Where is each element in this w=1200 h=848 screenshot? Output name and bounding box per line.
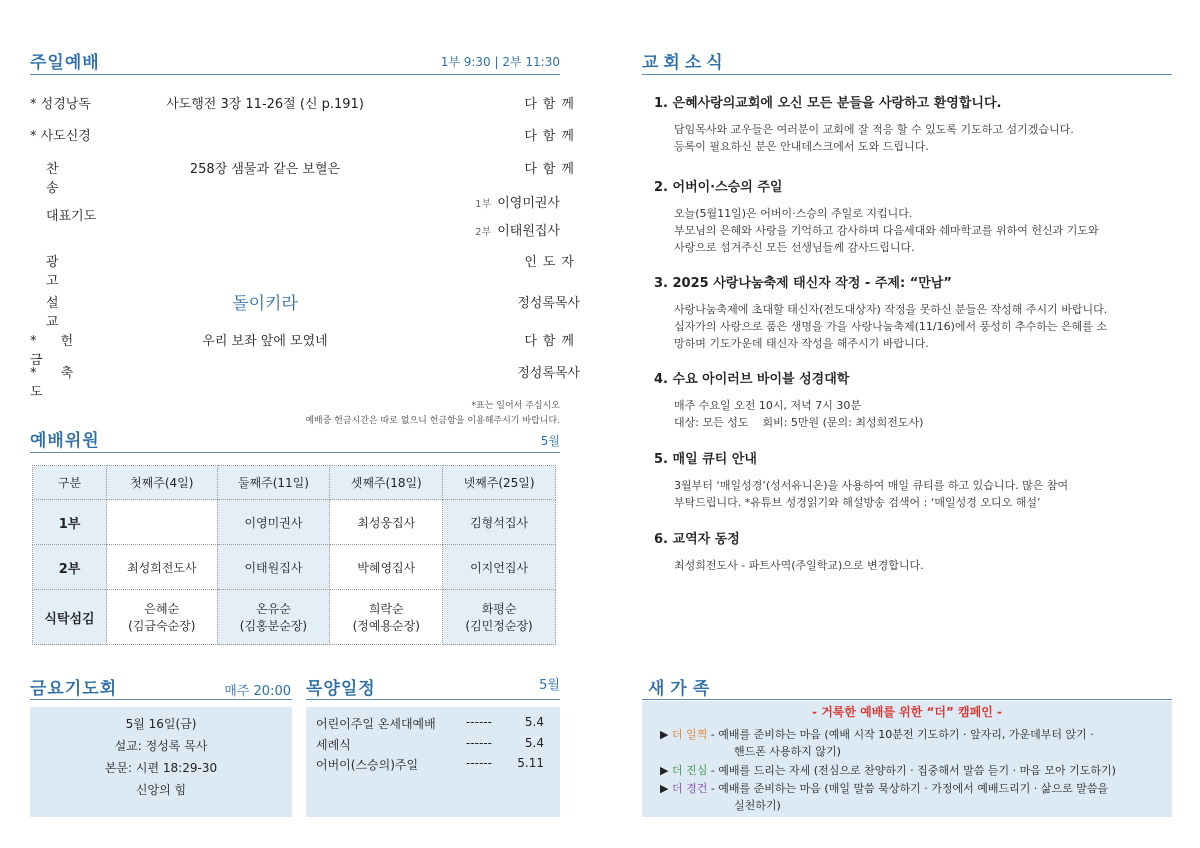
- table-header: 첫째주(4일): [107, 466, 218, 500]
- pastoral-rule: [306, 699, 560, 700]
- news-body: [654, 121, 1174, 155]
- schedule-date: 5.4: [524, 715, 544, 729]
- news-line: 부모님의 은혜와 사랑을 기억하고 감사하며 다음세대와 쉐마학교를 위하여 헌신과 기도와: [674, 224, 1099, 237]
- friday-sermon: 신앙의 힘: [135, 783, 187, 797]
- cell-line: 은혜순: [144, 602, 180, 616]
- row-label: 설 교: [46, 296, 81, 330]
- friday-time: 매주 20:00: [224, 684, 291, 699]
- news-heading: 1. 은혜사랑의교회에 오신 모든 분들을 사랑하고 환영합니다.: [654, 96, 1002, 111]
- row-label: 찬 송: [46, 162, 81, 196]
- first-service-prayer: 이영미권사: [497, 196, 560, 211]
- campaign-item-early: [660, 726, 1165, 760]
- friday-box: [30, 707, 292, 817]
- worship-row-sermon: [30, 289, 580, 330]
- table-row: [33, 545, 556, 590]
- news-line: 사랑으로 섬겨주신 모든 선생님들께 감사드립니다.: [674, 241, 915, 254]
- pastoral-box: [306, 707, 560, 817]
- news-body: [654, 557, 1174, 574]
- row-label: * 축 도: [30, 366, 84, 400]
- table-header: 넷째주(25일): [443, 466, 556, 500]
- news-body: [654, 477, 1174, 511]
- campaign-text: - 예배를 준비하는 마음 (예배 시작 10분전 기도하기 · 앞자리, 가운데부터 앉기 ·: [707, 728, 1094, 741]
- campaign-item-godly: [660, 780, 1165, 814]
- duty-month: 5월: [540, 434, 560, 448]
- duty-rule: [30, 452, 560, 453]
- row-person: 다함께: [524, 97, 580, 112]
- campaign-emphasis: “더” 캠페인: [926, 705, 993, 719]
- table-cell: [107, 590, 218, 645]
- duty-table: [32, 465, 556, 645]
- table-cell: [107, 500, 218, 545]
- news-line: 매주 수요일 오전 10시, 저녁 7시 30분: [674, 399, 861, 412]
- news-line: 등록이 필요하신 분은 안내데스크에서 도와 드립니다.: [674, 140, 929, 153]
- row-person: 다함께: [524, 334, 580, 349]
- worship-row-announce: [30, 251, 580, 289]
- campaign-key: 더 경건: [671, 782, 708, 795]
- table-cell: 이영미권사: [217, 500, 330, 545]
- stand-note: *표는 일어서 주십시오: [471, 401, 560, 411]
- campaign-text: - 예배를 준비하는 마음 (매일 말씀 묵상하기 · 가정에서 예배드리기 · 삶으로 말씀을: [707, 782, 1109, 795]
- news-rule: [642, 74, 1172, 75]
- prayer-second: [440, 220, 560, 239]
- second-service-prayer: 이태원집사: [497, 224, 560, 239]
- cell-line: 온유순: [256, 602, 291, 616]
- friday-title: 금요기도회: [30, 679, 118, 699]
- news-heading: 3. 2025 사랑나눔축제 태신자 작정 - 주제: “만남”: [654, 276, 952, 291]
- worship-title: 주일예배: [30, 53, 100, 73]
- news-heading: 2. 어버이·스승의 주일: [654, 180, 783, 195]
- schedule-date: 5.4: [524, 736, 544, 750]
- news-item-staff: [654, 528, 1174, 574]
- table-cell: [443, 590, 556, 645]
- row-head: 1부: [33, 500, 107, 545]
- row-head: 식탁섬김: [33, 590, 107, 645]
- row-content: 우리 보좌 앞에 모였네: [202, 334, 328, 349]
- row-person: 다함께: [524, 162, 580, 177]
- worship-row-benediction: [30, 362, 580, 400]
- offering-note: 예배중 헌금시간은 따로 없으니 헌금함을 이용해주시기 바랍니다.: [305, 416, 560, 426]
- table-cell: 최성희전도사: [107, 545, 218, 590]
- news-item-festival: [654, 272, 1174, 352]
- campaign-title: [642, 704, 1172, 721]
- schedule-item: 어린이주일 온세대예배: [316, 717, 436, 731]
- worship-row-hymn: [30, 158, 580, 196]
- schedule-date: 5.11: [517, 756, 544, 770]
- schedule-item: 어버이(스승의)주일: [316, 758, 419, 772]
- news-title: 교회소식: [642, 53, 728, 73]
- row-label: 광 고: [46, 255, 81, 289]
- row-person: 다함께: [524, 129, 580, 144]
- row-person: 정성록목사: [517, 296, 580, 311]
- news-item-bible-college: [654, 368, 1174, 431]
- triangle-bullet-icon: ▶: [660, 728, 669, 741]
- duty-title: 예배위원: [30, 431, 100, 451]
- pastoral-month: 5월: [539, 678, 560, 693]
- campaign-text-cont: 핸드폰 사용하지 않기): [734, 745, 841, 758]
- news-line: 담임목사와 교우들은 여러분이 교회에 잘 적응 할 수 있도록 기도하고 섬기겠습니다.: [674, 123, 1074, 136]
- row-label: 대표기도: [46, 209, 97, 224]
- worship-row-offering: [30, 330, 580, 368]
- schedule-item: 세례식: [316, 738, 351, 752]
- table-header: 둘째주(11일): [217, 466, 330, 500]
- news-line: 망하며 기도가운데 태신자 작성을 해주시기 바랍니다.: [674, 337, 929, 350]
- news-item-qt: [654, 448, 1174, 511]
- campaign-text-cont: 실천하기): [734, 799, 781, 812]
- friday-preacher: 설교: 정성록 목사: [114, 739, 208, 753]
- row-content: 258장 샘물과 같은 보혈은: [189, 162, 341, 177]
- friday-date: 5월 16일(금): [125, 717, 197, 731]
- news-heading: 6. 교역자 동정: [654, 532, 740, 547]
- cell-line: (정예용순장): [352, 619, 420, 633]
- news-body: [654, 205, 1174, 256]
- triangle-bullet-icon: ▶: [660, 782, 669, 795]
- prayer-first: [440, 192, 560, 211]
- worship-time: 1부 9:30 | 2부 11:30: [440, 55, 560, 69]
- schedule-dash: ------: [466, 756, 492, 770]
- news-line: 오늘(5월11일)은 어버이·스승의 주일로 지킵니다.: [674, 207, 913, 220]
- sermon-title: 돌이키라: [232, 294, 298, 314]
- row-label: * 사도신경: [30, 129, 91, 144]
- news-line: 3월부터 ‘매일성경’(성서유니온)을 사용하여 매일 큐티를 하고 있습니다. 많은 참여: [674, 479, 1069, 492]
- family-title: 새가족: [648, 679, 716, 699]
- table-header-row: [33, 466, 556, 500]
- row-content: 사도행전 3장 11-26절 (신 p.191): [166, 97, 364, 112]
- news-line: 최성희전도사 - 파트사역(주일학교)으로 변경합니다.: [674, 559, 924, 572]
- friday-text: 본문: 시편 18:29-30: [104, 761, 218, 775]
- friday-rule: [30, 699, 292, 700]
- news-line: 사랑나눔축제에 초대할 태신자(전도대상자) 작정을 못하신 분들은 작성해 주시기 바랍니다.: [674, 303, 1108, 316]
- campaign-key: 더 진심: [671, 764, 708, 777]
- triangle-bullet-icon: ▶: [660, 764, 669, 777]
- table-cell: [330, 590, 443, 645]
- news-body: [654, 301, 1174, 352]
- table-row: [33, 500, 556, 545]
- campaign-suffix: -: [992, 705, 1002, 719]
- news-heading: 4. 수요 아이러브 바이블 성경대학: [654, 372, 850, 387]
- schedule-dash: ------: [466, 715, 492, 729]
- row-label: * 성경낭독: [30, 97, 91, 112]
- news-line: 부탁드립니다. *유튜브 성경읽기와 해설방송 검색어 : ‘매일성경 오디오 해설’: [674, 496, 1041, 509]
- news-line: 십자가의 사랑으로 품은 생명을 가을 사랑나눔축제(11/16)에서 풍성히 추수하는 은혜를 소: [674, 320, 1108, 333]
- table-cell: 김형석집사: [443, 500, 556, 545]
- news-item-welcome: [654, 92, 1174, 155]
- row-label: * 헌 금: [30, 334, 84, 368]
- worship-row-creed: [30, 125, 580, 147]
- campaign-key: 더 일찍: [671, 728, 708, 741]
- table-row: [33, 590, 556, 645]
- cell-line: (김금숙순장): [128, 619, 196, 633]
- cell-line: (김민정순장): [465, 619, 533, 633]
- table-cell: [217, 590, 330, 645]
- cell-line: 희락순: [368, 602, 404, 616]
- table-cell: 최성웅집사: [330, 500, 443, 545]
- campaign-item-sincere: [660, 762, 1165, 779]
- cell-line: 화평순: [481, 602, 517, 616]
- pastoral-title: 목양일정: [306, 679, 376, 699]
- worship-row-reading: [30, 93, 580, 115]
- news-item-parents: [654, 176, 1174, 256]
- table-cell: 이태원집사: [217, 545, 330, 590]
- campaign-prefix: - 거룩한 예배를 위한: [812, 705, 927, 719]
- news-body: [654, 397, 1174, 431]
- table-header: 셋째주(18일): [330, 466, 443, 500]
- table-cell: 이지언집사: [443, 545, 556, 590]
- second-service-tag: 2부: [475, 227, 492, 238]
- campaign-text: - 예배를 드리는 자세 (전심으로 찬양하기 · 집중해서 말씀 듣기 · 마음 모아 기도하기): [707, 764, 1116, 777]
- family-box: [642, 701, 1172, 817]
- news-heading: 5. 매일 큐티 안내: [654, 452, 757, 467]
- row-person: 정성록목사: [517, 366, 580, 381]
- first-service-tag: 1부: [475, 199, 492, 210]
- table-cell: 박혜영집사: [330, 545, 443, 590]
- worship-rule: [30, 74, 560, 75]
- row-head: 2부: [33, 545, 107, 590]
- table-header: 구분: [33, 466, 107, 500]
- cell-line: (김홍분순장): [239, 619, 308, 633]
- family-rule: [642, 699, 1172, 700]
- news-line: 대상: 모든 성도 회비: 5만원 (문의: 최성희전도사): [674, 416, 924, 429]
- schedule-dash: ------: [466, 736, 492, 750]
- row-person: 인도자: [524, 255, 580, 270]
